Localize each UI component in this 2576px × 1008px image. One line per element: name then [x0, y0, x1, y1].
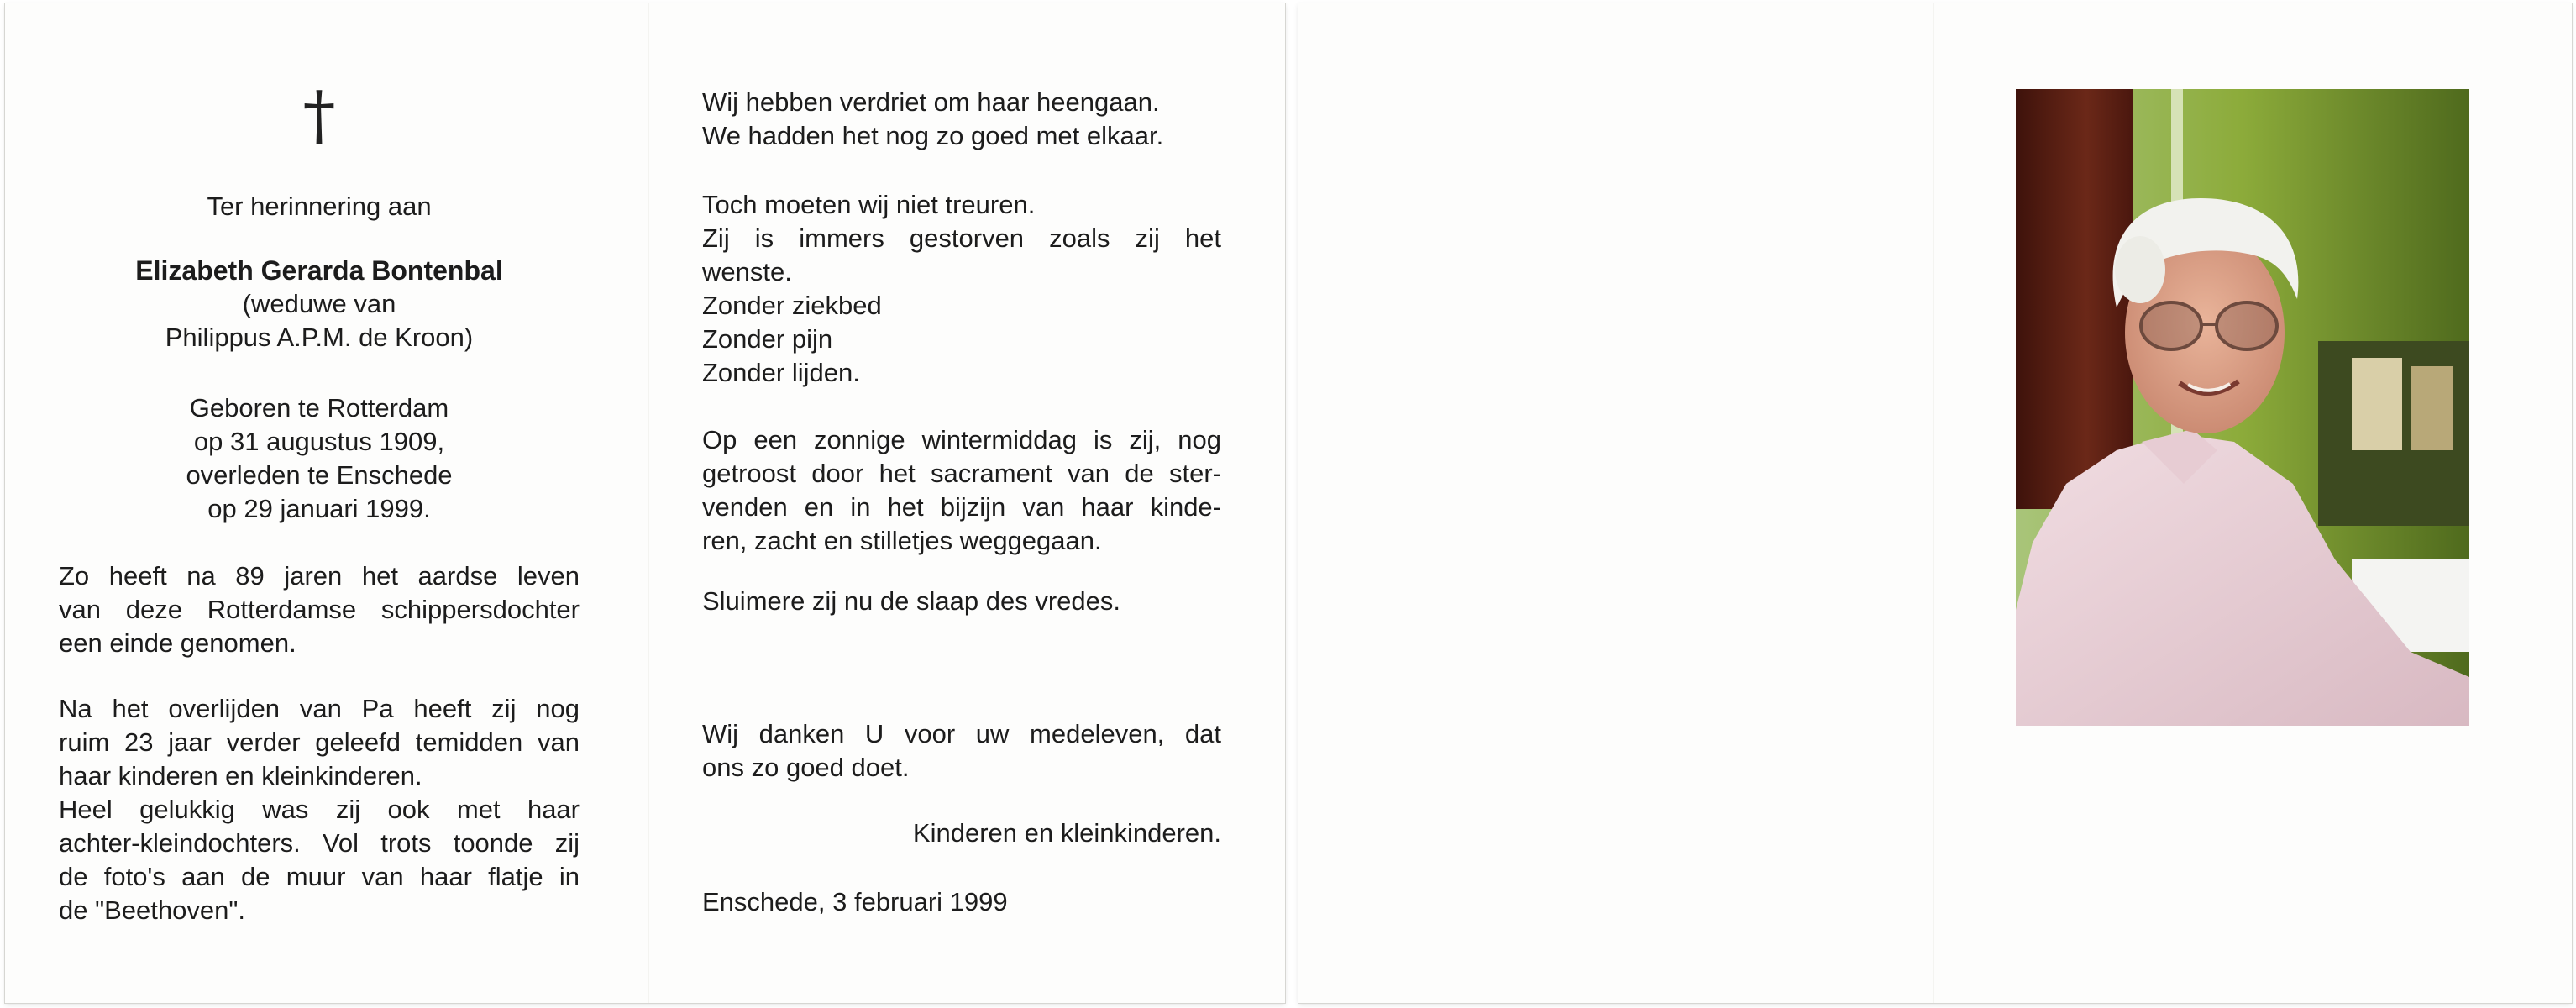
text-line: ren, zacht en stilletjes weggegaan.: [702, 526, 1102, 555]
thanks-paragraph: [702, 717, 1221, 785]
text-line: We hadden het nog zo goed met elkaar.: [702, 121, 1164, 150]
signature: [702, 816, 1221, 850]
text-line: Wij hebben verdriet om haar heengaan.: [702, 87, 1160, 117]
text-line: venden en in het bijzijn van haar kinde-: [702, 492, 1221, 522]
spouse-line: (weduwe van: [242, 289, 396, 318]
portrait-illustration: [2016, 89, 2469, 726]
center-fold: [648, 3, 649, 1003]
verse-no-grief: [702, 188, 1221, 390]
place-date-line: Enschede, 3 februari 1999: [702, 887, 1008, 916]
text-line: achter-kleindochters. Vol trots toonde zij: [59, 828, 580, 858]
text-line: wenste.: [702, 257, 792, 286]
birth-death-line: op 31 augustus 1909,: [193, 427, 445, 456]
text-line: Zo heeft na 89 jaren het aardse leven: [59, 561, 580, 591]
text-line: Zij is immers gestorven zoals zij het: [702, 223, 1221, 253]
text-line: Toch moeten wij niet treuren.: [702, 190, 1036, 219]
text-line: Heel gelukkig was zij ook met haar: [59, 795, 580, 824]
book: [2352, 358, 2402, 450]
text-line: Zonder ziekbed: [702, 291, 882, 320]
text-line: haar kinderen en kleinkinderen.: [59, 761, 422, 790]
glasses-lens: [2141, 302, 2201, 349]
cross-icon: †: [302, 78, 336, 154]
birth-death-line: op 29 januari 1999.: [207, 494, 431, 523]
spouse-line: Philippus A.P.M. de Kroon): [165, 323, 474, 352]
place-date: [702, 885, 1221, 919]
deceased-name-block: [59, 254, 580, 354]
right-panel: [702, 3, 1221, 1003]
passing-paragraph: [702, 423, 1221, 558]
hair-curl: [2115, 236, 2165, 303]
intro-line: Ter herinnering aan: [207, 192, 432, 221]
text-line: Op een zonnige wintermiddag is zij, nog: [702, 425, 1221, 454]
family-paragraph: [59, 692, 580, 927]
verse-sorrow: [702, 86, 1221, 153]
blessing-line: [702, 585, 1221, 618]
text-line: Na het overlijden van Pa heeft zij nog: [59, 694, 580, 723]
signature-line: Kinderen en kleinkinderen.: [912, 818, 1221, 848]
center-fold: [1933, 3, 1934, 1003]
text-line: de foto's aan de muur van haar flatje in: [59, 862, 580, 891]
life-summary-paragraph: [59, 559, 580, 660]
text-line: een einde genomen.: [59, 628, 296, 658]
left-panel: [59, 3, 580, 1003]
remembrance-intro: [59, 190, 580, 223]
portrait-photo: [2016, 89, 2469, 726]
book: [2411, 366, 2453, 450]
text-line: Wij danken U voor uw medeleven, dat: [702, 719, 1221, 748]
text-line: getroost door het sacrament van de ster-: [702, 459, 1221, 488]
text-line: van deze Rotterdamse schippersdochter: [59, 595, 580, 624]
text-line: ons zo goed doet.: [702, 753, 910, 782]
birth-death-block: [59, 391, 580, 526]
text-line: ruim 23 jaar verder geleefd temidden van: [59, 727, 580, 757]
text-line: Zonder lijden.: [702, 358, 860, 387]
text-line: Zonder pijn: [702, 324, 833, 354]
memorial-card-inside: [5, 3, 1285, 1003]
deceased-name: Elizabeth Gerarda Bontenbal: [135, 255, 503, 286]
text-line: de "Beethoven".: [59, 895, 245, 925]
glasses-lens: [2217, 302, 2277, 349]
memorial-card-outside: [1298, 3, 2572, 1003]
birth-death-line: overleden te Enschede: [186, 460, 453, 490]
text-line: Sluimere zij nu de slaap des vredes.: [702, 586, 1120, 616]
birth-death-line: Geboren te Rotterdam: [189, 393, 449, 423]
